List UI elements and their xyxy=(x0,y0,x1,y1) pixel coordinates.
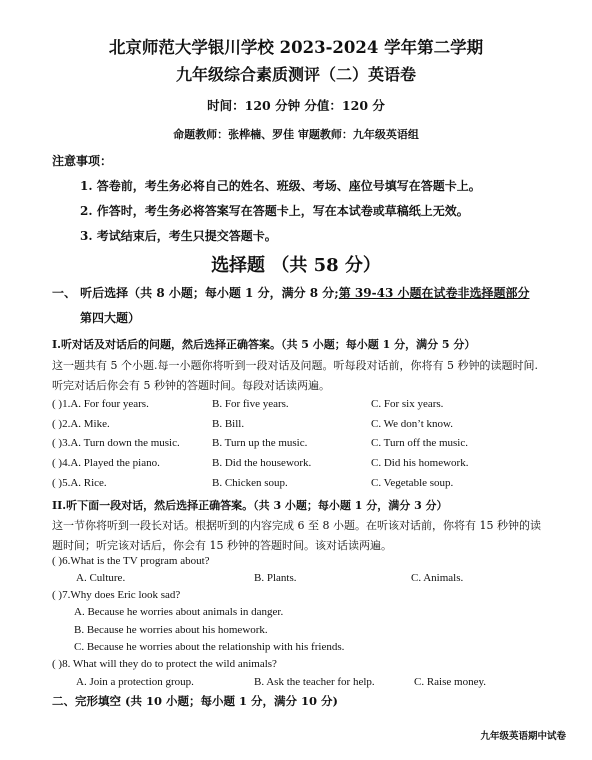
selection-title: 选择题 （共 58 分） xyxy=(211,255,381,276)
q7-option-a: A. Because he worries about animals in danger. xyxy=(74,606,284,618)
q2-option-b: B. Bill. xyxy=(212,418,245,430)
q6-option-a: A. Culture. xyxy=(76,572,126,584)
part2-intro-2: 题时间；听完该对话后，你会有 15 秒钟的答题时间。该对话读两遍。 xyxy=(52,539,392,552)
section1-underlined: 第 39-43 小题在试卷非选择题部分 xyxy=(338,286,530,300)
page-footer: 九年级英语期中试卷 xyxy=(480,731,566,742)
part1-heading: I.听对话及对话后的问题，然后选择正确答案。（共 5 小题；每小题 1 分，满分 5 分） xyxy=(52,338,476,351)
teachers-line: 命题教师：张桦楠、罗佳 审题教师：九年级英语组 xyxy=(173,128,419,141)
q2-stem: ( )2.A. Mike. xyxy=(52,418,110,430)
q8-option-b: B. Ask the teacher for help. xyxy=(254,676,375,688)
q6-option-b: B. Plants. xyxy=(254,572,297,584)
q4-option-c: C. Did his homework. xyxy=(371,457,469,469)
q1-option-c: C. For six years. xyxy=(371,398,444,410)
part1-intro-2: 听完对话后你会有 5 秒钟的答题时间。每段对话读两遍。 xyxy=(52,379,330,392)
note-item-1: 1. 答卷前，考生务必将自己的姓名、班级、考场、座位号填写在答题卡上。 xyxy=(80,179,481,193)
part2-heading: II.听下面一段对话，然后选择正确答案。（共 3 小题；每小题 1 分，满分 3 分） xyxy=(52,499,448,512)
q8-option-c: C. Raise money. xyxy=(414,676,486,688)
part2-intro-1: 这一节你将听到一段长对话。根据听到的内容完成 6 至 8 小题。在听该对话前，你将有 15 秒钟的读 xyxy=(52,519,541,532)
q6-stem: ( )6.What is the TV program about? xyxy=(52,555,210,567)
q2-option-c: C. We don’t know. xyxy=(371,418,454,430)
school-title: 北京师范大学银川学校 2023-2024 学年第二学期 xyxy=(108,38,484,57)
q7-option-b: B. Because he worries about his homework. xyxy=(74,624,268,636)
q7-stem: ( )7.Why does Eric look sad? xyxy=(52,589,181,601)
q5-stem: ( )5.A. Rice. xyxy=(52,477,107,489)
notes-heading: 注意事项： xyxy=(52,154,113,168)
q3-stem: ( )3.A. Turn down the music. xyxy=(52,437,180,449)
section2-heading: 二、完形填空 (共 10 小题；每小题 1 分，满分 10 分) xyxy=(52,694,338,708)
note-item-2: 2. 作答时，考生务必将答案写在答题卡上，写在本试卷或草稿纸上无效。 xyxy=(80,204,469,218)
q8-stem: ( )8. What will they do to protect the wild animals? xyxy=(52,658,277,670)
q4-stem: ( )4.A. Played the piano. xyxy=(52,457,160,469)
time-score: 时间：120 分钟 分值：120 分 xyxy=(207,98,385,113)
q7-option-c: C. Because he worries about the relationship with his friends. xyxy=(74,641,345,653)
section1-label: 一、 听后选择（共 8 小题；每小题 1 分，满分 8 分; xyxy=(52,286,339,300)
q3-option-c: C. Turn off the music. xyxy=(371,437,468,449)
part1-intro-1: 这一题共有 5 个小题.每一小题你将听到一段对话及问题。听每段对话前，你将有 5 秒钟的读题时间. xyxy=(52,359,538,372)
exam-title: 九年级综合素质测评（二）英语卷 xyxy=(175,65,416,84)
q4-option-b: B. Did the housework. xyxy=(212,457,312,469)
section1-line2: 第四大题） xyxy=(80,311,141,325)
q5-option-c: C. Vegetable soup. xyxy=(371,477,454,489)
q1-stem: ( )1.A. For four years. xyxy=(52,398,149,410)
note-item-3: 3. 考试结束后，考生只提交答题卡。 xyxy=(80,229,277,243)
q8-option-a: A. Join a protection group. xyxy=(76,676,194,688)
q5-option-b: B. Chicken soup. xyxy=(212,477,288,489)
q6-option-c: C. Animals. xyxy=(411,572,464,584)
section1-heading xyxy=(52,284,529,301)
q3-option-b: B. Turn up the music. xyxy=(212,437,308,449)
q1-option-b: B. For five years. xyxy=(212,398,289,410)
